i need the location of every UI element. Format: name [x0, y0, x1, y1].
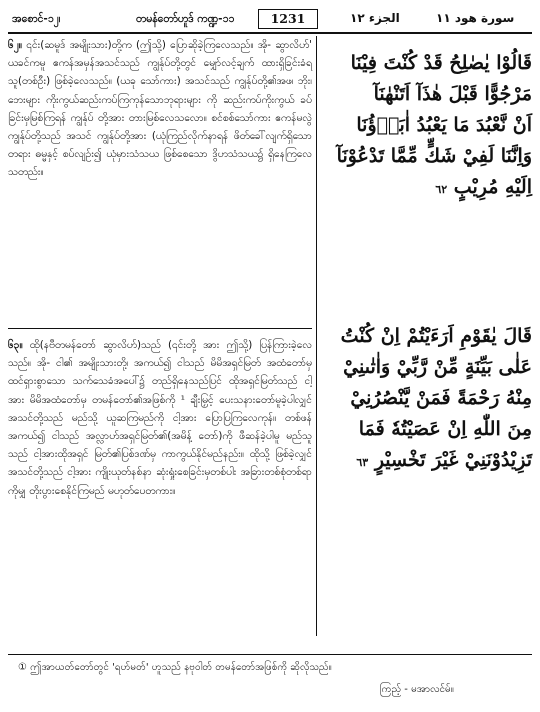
arabic-line: قَالُوْا يٰصٰلِحُ قَدْ كُنْتَ فِيْنَا	[350, 52, 532, 74]
footnote-rule	[8, 654, 532, 655]
arabic-verse-62	[322, 48, 532, 205]
header-juz: الجزء ١٢	[350, 11, 400, 25]
footnote: ① ဤအာယတ်တော်တွင် 'ရဟ်မတ်' ဟူသည် နဗုဝါတ် တမန်တော်အဖြစ်ကို ဆိုလိုသည်။	[18, 662, 332, 673]
header-surah: سورة هود ١١	[436, 11, 515, 25]
column-divider	[316, 36, 317, 636]
arabic-line: وَاِنَّنَا لَفِيْ شَكٍّ مِّمَّا تَدْعُوْنَآ	[336, 145, 532, 167]
arabic-line-text: اِلَيْهِ مُرِيْبٍ	[453, 176, 532, 198]
header-chapter: တမန်တော်ဟူဒ် ကဏ္ဍ-၁၁	[136, 13, 235, 25]
verse-62-text: ၎င်း(ဆမူဒ် အမျိုးသား)တို့က (ဤသို့) ပြောဆိုခဲ့ကြလေသည်။ အို- ဆွာလိဟ်' ယခင်ကမူ ဧကန်အမှန်အသင်သည် ကျွန်ုပ်တို့တွင် မျှော်လင့်ချက် ထားရှိခြင်းခံရသူ(တစ်ဦး) ဖြစ်ခဲ့လေသည်။ (ယခု သော်ကား) အသင်သည် ကျွန်ုပ်တို့၏အဖ၊ ဘိုး၊ ဘေးများ ကိုးကွယ်ဆည်းကပ်ကြကုန်သောဘုရားများ ကို ဆည်းကပ်ကိုးကွယ် ခပ်ခြင်းမှမြစ်ကြရန် ကျွန်ုပ် တို့အား တားမြစ်လေသလော။ စင်စစ်သော်ကား ဧကန်မလွဲ ကျွန်ုပ်တို့သည် အသင် ကျွန်ုပ်တို့အား (ယုံကြည်လိုက်နာရန် ဖိတ်ခေါ်လျက်ရှိသော တရား ဓမ္မနှင့် စပ်လျဉ်း၍ ယုံမှားသံသယ ဖြစ်စေသော ဒွိဟသံသယ၌ ရှိနေကြလေသတည်း။	[8, 39, 312, 179]
arabic-column	[322, 36, 532, 478]
arabic-line	[322, 445, 532, 478]
page	[8, 6, 532, 706]
translation-column	[8, 36, 312, 182]
ayah-marker: ٦٢	[435, 183, 448, 196]
verse-62-number: ၆၂။	[8, 39, 22, 51]
page-number: 1231	[258, 9, 318, 29]
header-volume: အစောင်-၁၂၊	[12, 13, 61, 25]
arabic-line	[322, 172, 532, 205]
page-header	[8, 6, 532, 34]
arabic-line: مِنَ اللّٰهِ اِنْ عَصَيْتُهٗ فَمَا	[358, 418, 532, 440]
arabic-line: قَالَ يٰقَوْمِ اَرَءَيْتُمْ اِنْ كُنْتُ	[340, 325, 532, 347]
arabic-line: عَلٰى بَيِّنَةٍ مِّنْ رَّبِّيْ وَاٰتٰىنِيْ	[343, 356, 532, 378]
arabic-line: اَنْ نَّعْبُدَ مَا يَعْبُدُ اٰبَاۤؤُنَا	[356, 114, 532, 136]
arabic-line-text: تَزِيْدُوْنَنِيْ غَيْرَ تَخْسِيْرٍ	[374, 449, 532, 471]
verse-63-number: ၆၃။	[8, 339, 23, 351]
verse-63-translation	[8, 336, 312, 500]
verse-63-text: ထို(နဗီတမန်တော် ဆွာလိဟ်)သည် (၎င်းတို့ အား ဤသို့) ပြန်ကြားခဲ့လေသည်။ အို- ငါ၏ အမျိုးသားတို့၊ အကယ်၍ ငါသည် မိမိအရှင်မြတ် အထံတော်မှ ထင်ရှားစွာသော သက်သေခံအပေါ်၌ တည်ရှိနေသည်ပြင် ထိုအရှင်မြတ်သည် ငါ့အား မိမိအထံတော်မှ တမန်တော်၏အဖြစ်ကို ¹ ချီးမြှင့် ပေးသနားတော်မူခဲ့ပါလျှင် အသင်တို့သည် မည်သို့ ယူဆကြမည်ကို ငါ့အား ပြောပြကြလေကုန်။ တစ်ဖန် အကယ်၍ ငါသည် အလ္လာဟ်အရှင်မြတ်၏(အမိန့် တော်)ကို ဖီဆန်ခဲ့ပါမူ မည်သူသည် ငါ့အားထိုအရှင် မြတ်၏ပြစ်ဒဏ်မှ ကာကွယ်နိုင်မည်နည်း။ ထိုသို့ ဖြစ်ခဲ့လျှင် အသင်တို့သည် ငါ့အား ကျိုးယုတ်နစ်နာ ဆုံးရှုံးစေခြင်းမှတစ်ပါး အခြားတစ်စုံတစ်ရာကိုမျှ တိုးပွားစေနိုင်ကြမည် မဟုတ်ပေတကား။	[8, 339, 312, 497]
ayah-marker: ٦٣	[356, 456, 369, 469]
verse-separator	[8, 328, 312, 329]
verse-62-translation	[8, 36, 312, 182]
arabic-verse-63	[322, 321, 532, 478]
arabic-line: مَرْجُوًّا قَبْلَ هٰذَآ اَتَنْهٰنَآ	[373, 83, 532, 105]
footnote-reference: ကြည့် - မအာလင်မ်။	[380, 684, 454, 695]
translation-column-2	[8, 336, 312, 500]
arabic-line: مِنْهُ رَحْمَةً فَمَنْ يَّنْصُرُنِيْ	[350, 387, 532, 409]
